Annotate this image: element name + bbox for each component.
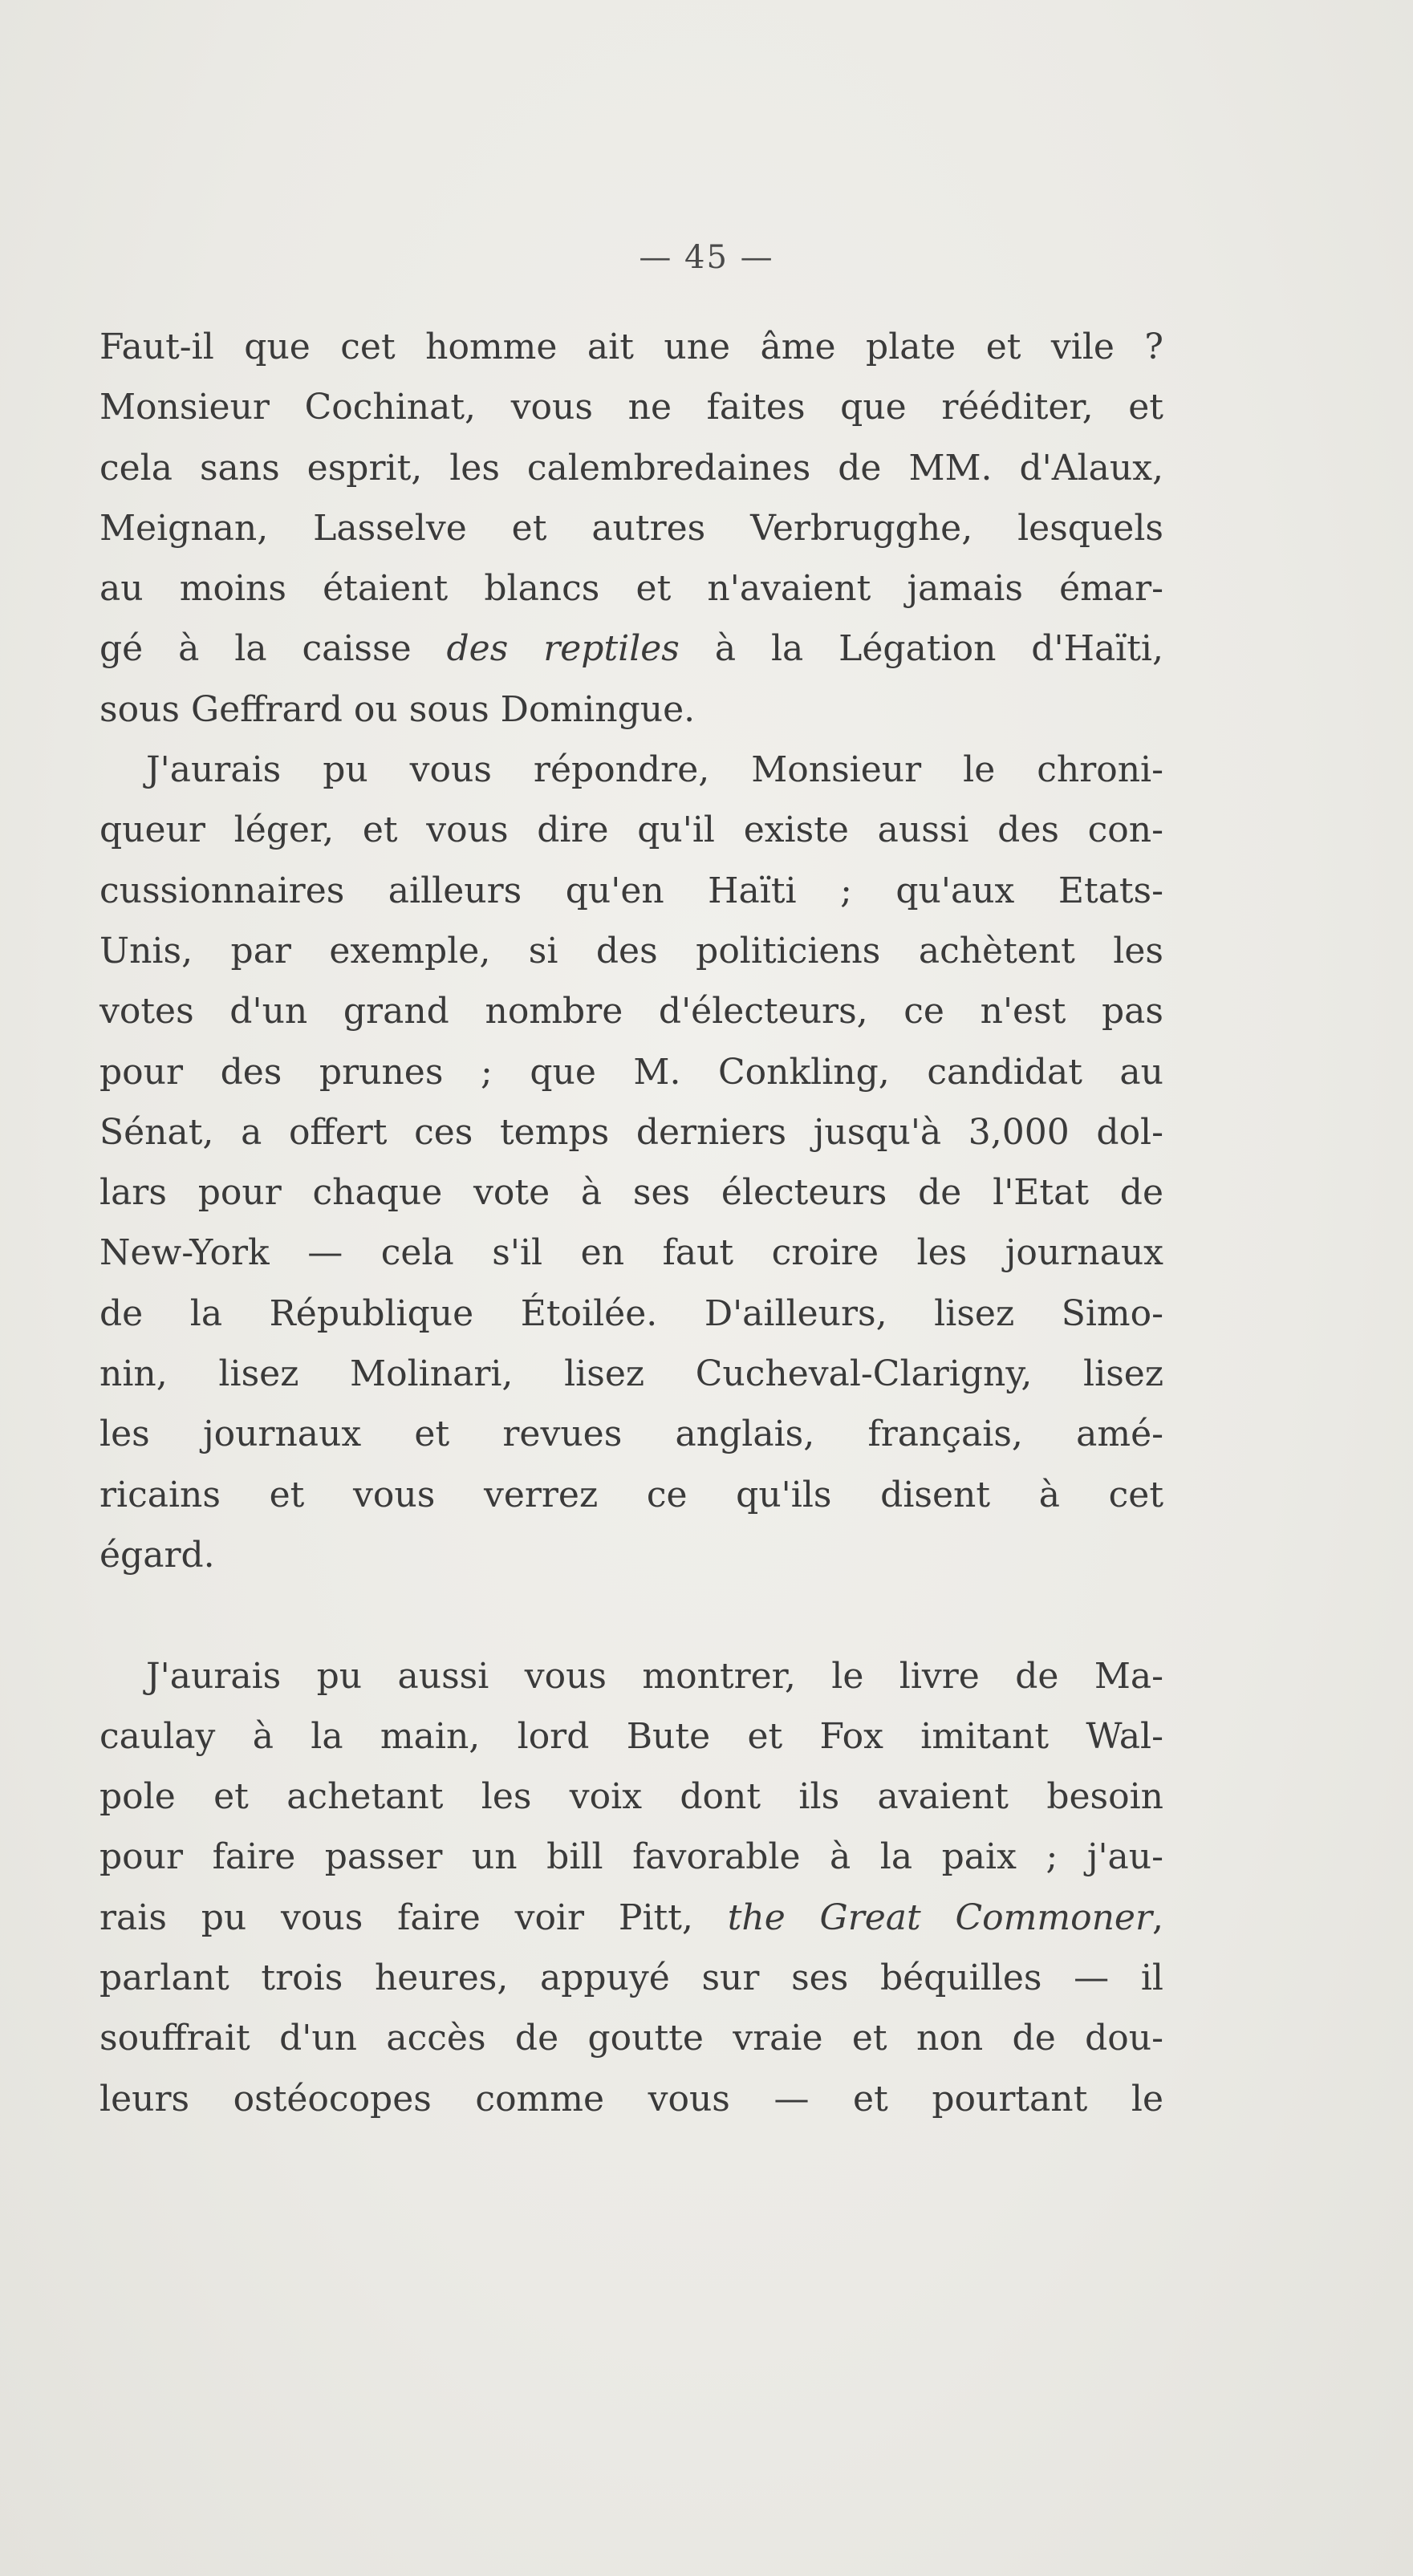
text-line: lars pour chaque vote à ses électeurs de l'Etat de	[99, 1172, 1163, 1214]
text-line	[99, 1585, 1163, 1645]
text-line: Meignan, Lasselve et autres Verbrugghe, lesquels	[99, 507, 1163, 549]
text-line	[99, 1888, 1163, 1948]
text-line: pole et achetant les voix dont ils avaient besoin	[99, 1776, 1163, 1818]
text-line	[99, 619, 1163, 679]
text-line: les journaux et revues anglais, français, amé-	[99, 1414, 1163, 1455]
text-line: au moins étaient blancs et n'avaient jamais émar-	[99, 568, 1163, 610]
text-line: Sénat, a offert ces temps derniers jusqu'à 3,000 dol-	[99, 1111, 1163, 1153]
text-line: J'aurais pu vous répondre, Monsieur le chroni-	[146, 749, 1163, 791]
text-line: J'aurais pu aussi vous montrer, le livre de Ma-	[146, 1655, 1163, 1697]
text-segment: rais pu vous faire voir Pitt,	[99, 1897, 728, 1938]
italic-phrase: des reptiles	[446, 628, 680, 670]
text-line: Faut-il que cet homme ait une âme plate et vile ?	[99, 327, 1163, 367]
text-line: de la République Étoilée. D'ailleurs, lisez Simo-	[99, 1292, 1163, 1334]
paragraph	[99, 740, 1163, 1645]
paragraph	[99, 317, 1163, 740]
text-line: Unis, par exemple, si des politiciens achètent les	[99, 930, 1163, 972]
text-line: pour des prunes ; que M. Conkling, candidat au	[99, 1051, 1163, 1093]
body-text	[99, 317, 1163, 2129]
text-line: cussionnaires ailleurs qu'en Haïti ; qu'aux Etats-	[99, 870, 1163, 911]
text-line: caulay à la main, lord Bute et Fox imitant Wal-	[99, 1715, 1163, 1757]
text-segment: ,	[1152, 1897, 1163, 1938]
text-line: ricains et vous verrez ce qu'ils disent à cet	[99, 1474, 1163, 1515]
text-line: souffrait d'un accès de goutte vraie et non de dou-	[99, 2018, 1163, 2059]
text-line: parlant trois heures, appuyé sur ses béquilles — il	[99, 1957, 1163, 1999]
text-line: cela sans esprit, les calembredaines de MM. d'Alaux,	[99, 447, 1163, 489]
text-line: New-York — cela s'il en faut croire les journaux	[99, 1232, 1163, 1274]
text-line: leurs ostéocopes comme vous — et pourtant le	[99, 2078, 1163, 2120]
text-line: nin, lisez Molinari, lisez Cucheval-Clarigny, lisez	[99, 1353, 1163, 1395]
text-line: votes d'un grand nombre d'électeurs, ce n'est pas	[99, 991, 1163, 1032]
text-line: Monsieur Cochinat, vous ne faites que rééditer, et	[99, 387, 1163, 428]
text-line: égard.	[99, 1534, 215, 1576]
text-line: pour faire passer un bill favorable à la paix ; j'au-	[99, 1836, 1163, 1878]
text-segment: à la Légation d'Haïti,	[679, 628, 1163, 670]
paragraph	[99, 1646, 1163, 2129]
text-line: sous Geffrard ou sous Domingue.	[99, 688, 696, 730]
page-number: — 45 —	[639, 239, 774, 276]
italic-phrase: the Great Commoner	[727, 1897, 1152, 1938]
text-line: queur léger, et vous dire qu'il existe aussi des con-	[99, 809, 1163, 851]
text-segment: gé à la caisse	[99, 628, 447, 670]
